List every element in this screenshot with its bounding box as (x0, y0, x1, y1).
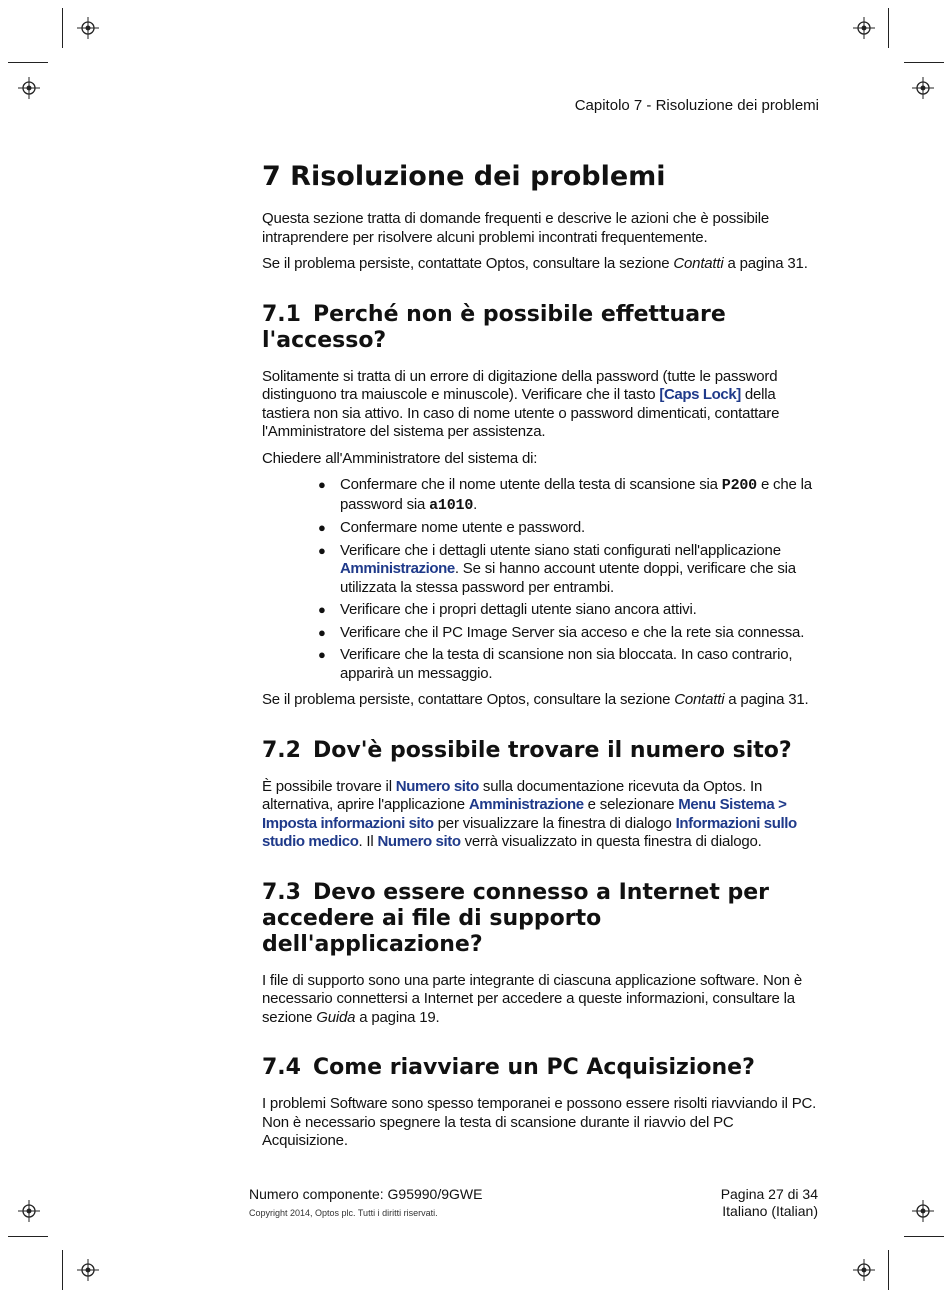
section-number: 7.3 (262, 879, 301, 905)
section-7-1-paragraph (262, 368, 817, 442)
list-item (318, 623, 817, 643)
section-title: Perché non è possibile effettuare l'accesso? (262, 301, 726, 353)
section-7-3-paragraph (262, 972, 817, 1028)
list-text: Verificare che la testa di scansione non sia bloccata. In caso contrario, apparirà un messaggio. (340, 646, 793, 682)
body-text: a pagina 19. (355, 1008, 440, 1026)
intro-text: Se il problema persiste, contattate Optos, consultare la sezione (262, 255, 674, 272)
bullet-icon: ● (318, 542, 326, 558)
list-text: Verificare che i dettagli utente siano stati configurati nell'applicazione (340, 541, 781, 559)
section-7-3-heading (262, 880, 817, 958)
main-content (262, 158, 817, 1159)
list-item (318, 519, 817, 538)
registration-mark-icon (912, 1200, 934, 1222)
footer-right (721, 1186, 818, 1220)
section-title: Come riavviare un PC Acquisizione? (312, 1055, 755, 1080)
caps-lock-key: [Caps Lock] (659, 386, 741, 403)
body-text: I file di supporto sono una parte integrante di ciascuna applicazione software. Non è necessario connettersi a Internet per accedere a queste informazioni, consultare la sezione (262, 971, 803, 1026)
list-text: . Se si hanno account utente doppi, verificare che sia utilizzata la stessa password per entrambi. (340, 560, 796, 596)
copyright: Copyright 2014, Optos plc. Tutti i diritti riservati. (249, 1208, 438, 1218)
dialog-name-keyword: Informazioni sullo studio medico (262, 814, 797, 850)
registration-mark-icon (77, 17, 99, 39)
page-number: Pagina 27 di 34 (720, 1186, 818, 1202)
body-text: per visualizzare la finestra di dialogo (433, 814, 676, 832)
registration-mark-icon (18, 1200, 40, 1222)
registration-mark-icon (912, 77, 934, 99)
list-item (318, 646, 817, 683)
crop-mark (904, 62, 944, 63)
numero-sito-keyword: Numero sito (377, 833, 461, 850)
chapter-intro (262, 210, 817, 247)
numero-sito-keyword: Numero sito (395, 777, 479, 795)
checklist (262, 476, 817, 683)
contatti-link[interactable]: Contatti (673, 255, 724, 272)
body-text: verrà visualizzato in questa finestra di dialogo. (460, 833, 762, 850)
crop-mark (904, 1236, 944, 1237)
crop-mark (8, 1236, 48, 1237)
menu-path-keyword: Menu Sistema > Imposta informazioni sito (262, 796, 787, 832)
app-name-keyword: Amministrazione (340, 560, 455, 577)
language: Italiano (Italian) (722, 1203, 818, 1219)
bullet-icon: ● (318, 520, 326, 535)
part-number: Numero componente: G95990/9GWE (249, 1186, 483, 1202)
body-text: e selezionare (583, 796, 679, 813)
list-text: Verificare che i propri dettagli utente siano ancora attivi. (340, 601, 697, 618)
body-text: Se il problema persiste, contattare Optos, consultare la sezione (262, 691, 675, 708)
section-7-2-heading (262, 738, 817, 764)
running-header: Capitolo 7 - Risoluzione dei problemi (574, 97, 819, 114)
section-7-4-heading (262, 1055, 817, 1081)
chapter-intro-contact (262, 255, 817, 274)
list-item (318, 541, 817, 598)
intro-text: Questa sezione tratta di domande frequenti e descrive le azioni che è possibile intraprendere per risolvere alcuni problemi incontrati frequentemente. (262, 210, 770, 246)
chapter-title: 7 Risoluzione dei problemi (262, 161, 666, 192)
body-text: È possibile trovare il (262, 777, 396, 795)
username-code: P200 (721, 477, 757, 494)
list-text: Confermare nome utente e password. (340, 519, 585, 536)
bullet-icon: ● (318, 602, 326, 617)
bullet-icon: ● (318, 624, 326, 640)
section-number: 7.2 (262, 737, 301, 763)
contatti-link[interactable]: Contatti (674, 691, 725, 708)
registration-mark-icon (853, 1259, 875, 1281)
body-text: . Il (358, 833, 378, 850)
intro-text: a pagina 31. (723, 255, 808, 272)
password-code: a1010 (429, 496, 474, 514)
section-7-1-heading (262, 302, 817, 354)
guida-link[interactable]: Guida (316, 1008, 356, 1026)
body-text: a pagina 31. (724, 691, 809, 708)
section-title: Dov'è possibile trovare il numero sito? (312, 737, 792, 763)
body-text: sulla documentazione ricevuta da Optos. In alternativa, aprire l'applicazione (262, 777, 763, 813)
list-item (318, 601, 817, 620)
crop-mark (888, 1250, 889, 1290)
app-name-keyword: Amministrazione (468, 796, 584, 813)
list-text: e che la password sia (340, 476, 812, 513)
list-text: Confermare che il nome utente della testa di scansione sia (340, 476, 722, 493)
crop-mark (8, 62, 48, 63)
section-7-4-paragraph: I problemi Software sono spesso temporanei e possono essere risolti riavviando il PC. Non è necessario spegnere la testa di scansione durante il riavvio del PC Acquisizione. (262, 1095, 817, 1149)
registration-mark-icon (18, 77, 40, 99)
footer-left (249, 1186, 482, 1221)
registration-mark-icon (853, 17, 875, 39)
list-text: Verificare che il PC Image Server sia acceso e che la rete sia connessa. (340, 623, 805, 641)
registration-mark-icon (77, 1259, 99, 1281)
list-item (318, 476, 817, 515)
crop-mark (888, 8, 889, 48)
body-text: Solitamente si tratta di un errore di digitazione della password (tutte le password distinguono tra maiuscole e minuscole). Verificare che il tasto (262, 367, 778, 403)
section-title: Devo essere connesso a Internet per accedere ai file di supporto dell'applicazione? (262, 879, 770, 957)
section-7-1-contact (262, 691, 817, 710)
section-number: 7.4 (262, 1055, 301, 1080)
crop-mark (62, 1250, 63, 1290)
bullet-icon: ● (318, 647, 326, 662)
section-number: 7.1 (262, 301, 301, 327)
list-text: . (473, 495, 478, 513)
crop-mark (62, 8, 63, 48)
section-7-2-paragraph (262, 778, 817, 852)
bullet-icon: ● (318, 477, 326, 492)
body-text: della tastiera non sia attivo. In caso di nome utente o password dimenticati, contattare l'Amministratore del sistema per assistenza. (262, 386, 780, 440)
section-7-1-lead: Chiedere all'Amministratore del sistema di: (262, 449, 538, 467)
